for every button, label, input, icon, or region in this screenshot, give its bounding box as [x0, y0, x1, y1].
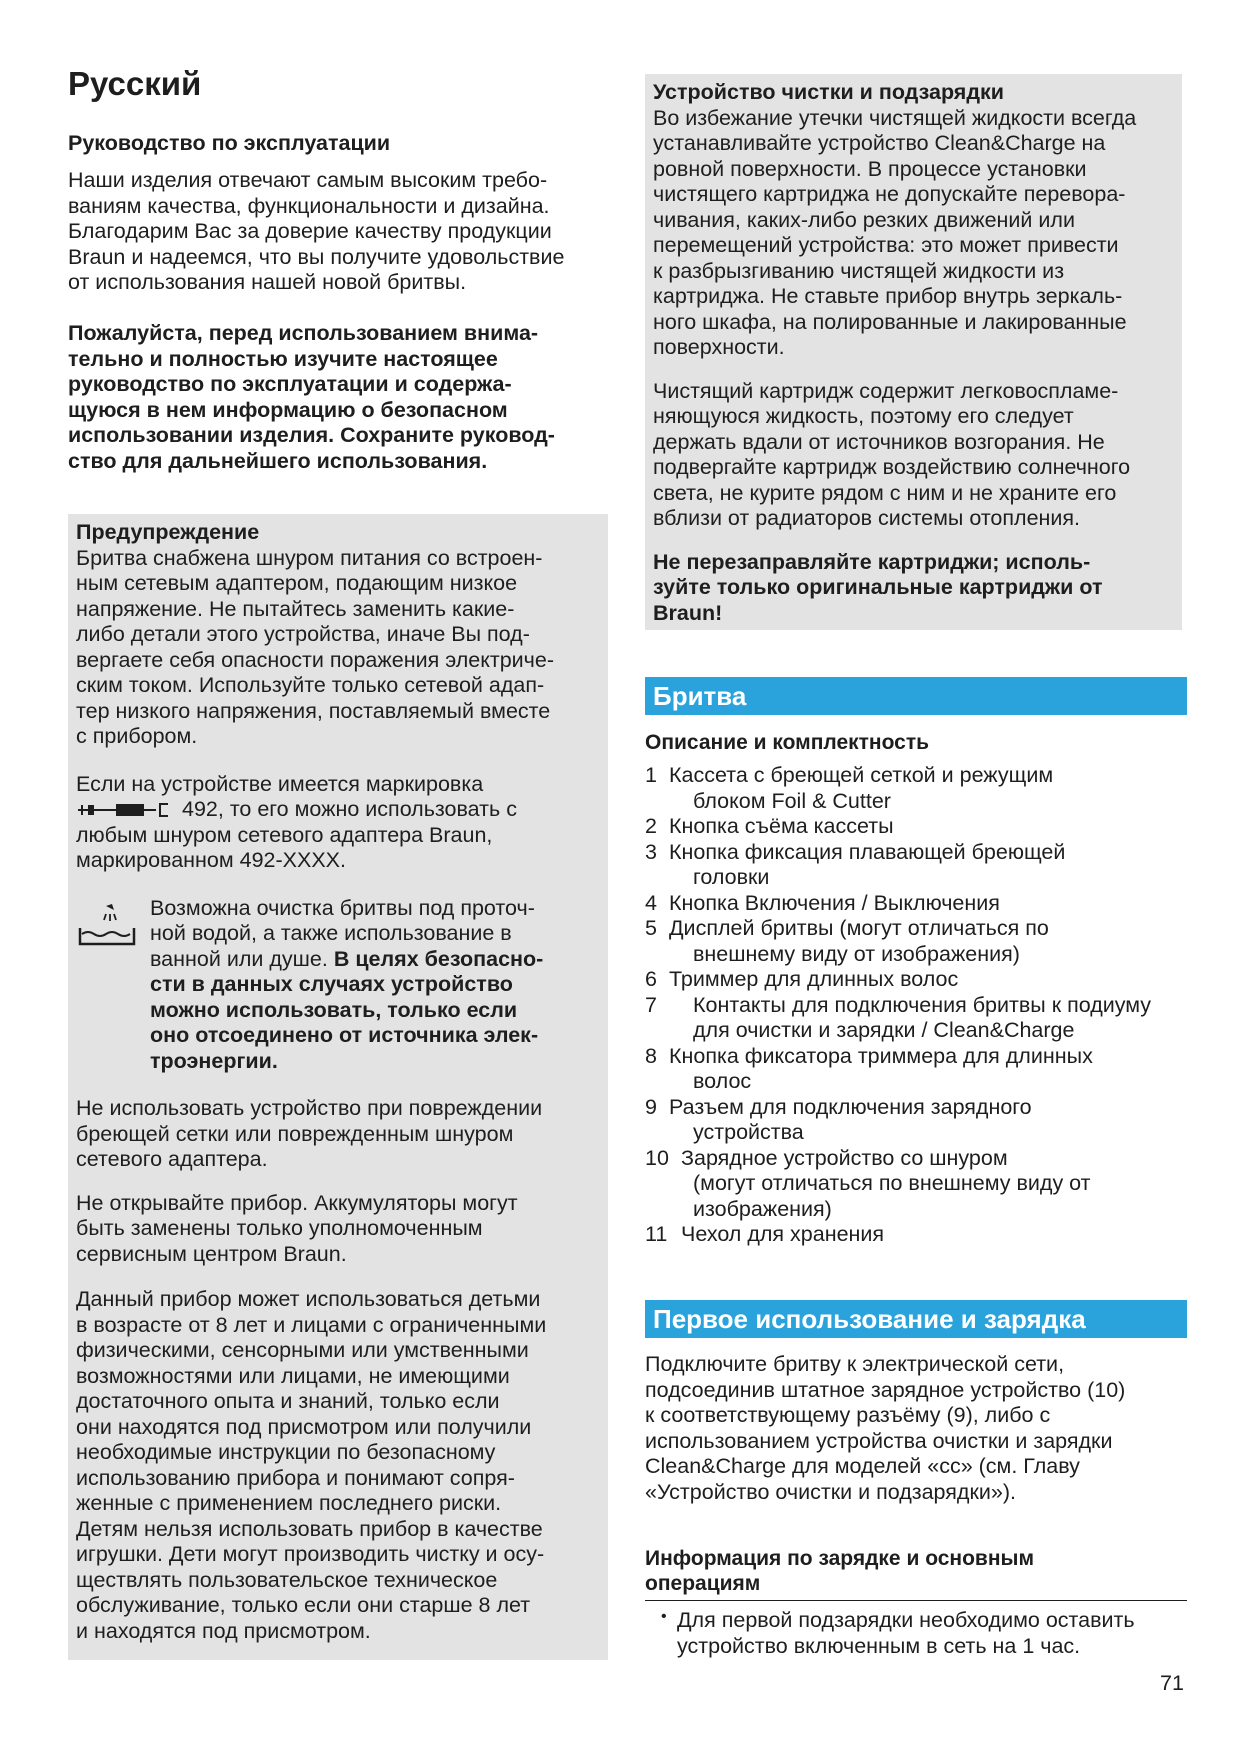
item-number: 11 [645, 1222, 668, 1246]
text-line: «Устройство очистки и подзарядки»). [645, 1479, 1016, 1504]
text-line: Для первой подзарядки необходимо оставить [677, 1608, 1135, 1632]
text-line: чивания, каких-либо резких движений или [653, 207, 1075, 232]
text-line: возможностями или лицами, не имеющими [76, 1363, 510, 1388]
text-line: Данный прибор может использоваться детьми [76, 1287, 541, 1311]
text-line: троэнергии. [150, 1048, 278, 1073]
item-text: Кнопка фиксатора триммера для длинных [669, 1043, 1093, 1068]
text-line: к соответствующему разъёму (9), либо с [645, 1403, 1051, 1427]
list-item [645, 993, 1187, 1044]
item-text: волос [693, 1069, 752, 1093]
item-text: Зарядное устройство со шнуром [681, 1145, 1008, 1170]
warning-paragraph-battery [76, 1191, 600, 1268]
text-line: либо детали этого устройства, иначе Вы под- [76, 622, 530, 646]
item-number: 9 [645, 1094, 657, 1119]
item-text: Чехол для хранения [681, 1222, 885, 1246]
warning-paragraph-damage [76, 1096, 600, 1173]
item-number: 6 [645, 967, 657, 991]
bullet-item [661, 1608, 1181, 1659]
text-line: устанавливайте устройство Clean&Charge на [653, 131, 1106, 155]
text-line: ваниям качества, функциональности и дизайна. [68, 193, 550, 218]
description-heading: Описание и комплектность [645, 731, 930, 754]
heading-line: операциям [645, 1572, 761, 1595]
text-line: тер низкого напряжения, поставляемый вместе [76, 698, 551, 723]
item-text: изображения) [693, 1196, 832, 1221]
text-line [150, 947, 600, 973]
list-item [645, 1146, 1187, 1223]
item-text: Дисплей бритвы (могут отличаться по [669, 916, 1049, 940]
intro-paragraph [68, 168, 608, 296]
text-line: сервисным центром Braun. [76, 1241, 347, 1266]
text-line: света, не курите рядом с ним и не храните его [653, 480, 1117, 505]
warning-box [68, 514, 608, 1660]
text-line: физическими, сенсорными или умственными [76, 1338, 529, 1362]
first-use-paragraph [645, 1352, 1187, 1505]
list-item [645, 967, 1187, 993]
clean-charge-box [645, 74, 1182, 630]
shower-washable-icon [76, 900, 138, 956]
text-line: поверхности. [653, 335, 785, 359]
text-line: использовании изделия. Сохраните руковод- [68, 423, 555, 447]
text-line: ного шкафа, на полированные и лакированные [653, 309, 1127, 334]
text-line: Не открывайте прибор. Аккумуляторы могут [76, 1190, 518, 1215]
text-line: Благодарим Вас за доверие качеству продукции [68, 219, 552, 243]
item-text: головки [693, 865, 770, 889]
item-text: Контакты для подключения бритвы к подиуму [693, 992, 1152, 1017]
clean-charge-paragraph-refill [653, 550, 1174, 627]
item-text: внешнему виду от изображения) [693, 941, 1020, 966]
parts-list [645, 763, 1187, 1248]
text-line: устройство включенным в сеть на 1 час. [677, 1633, 1081, 1658]
item-number: 3 [645, 839, 657, 864]
text-line: Braun! [653, 600, 723, 625]
text-line: тельно и полностью изучите настоящее [68, 346, 498, 371]
text-line [76, 797, 600, 823]
warning-paragraph-marking [76, 772, 600, 874]
text-line: подвергайте картридж воздействию солнечного [653, 455, 1131, 479]
clean-charge-paragraph-placement [653, 106, 1174, 361]
text-line: зуйте только оригинальные картриджи от [653, 575, 1103, 599]
marking-text: 492, то его можно использовать с [182, 797, 517, 821]
text-line: перемещений устройства: это может привести [653, 233, 1119, 257]
text-line: ровной поверхности. В процессе установки [653, 156, 1087, 181]
item-number: 4 [645, 890, 657, 915]
text-line: сетевого адаптера. [76, 1147, 268, 1171]
text-line: достаточного опыта и знаний, только если [76, 1389, 500, 1413]
list-item [645, 891, 1187, 917]
water-notice-text [150, 896, 600, 1075]
text-line: Clean&Charge для моделей «сс» (см. Главу [645, 1454, 1080, 1478]
text-line: в возрасте от 8 лет и лицами с ограниченными [76, 1312, 547, 1337]
text-line: руководство по эксплуатации и содержа- [68, 372, 512, 396]
clean-charge-paragraph-flammable [653, 379, 1174, 532]
text-line: картриджа. Не ставьте прибор внутрь зеркаль- [653, 284, 1123, 308]
text-line: ским током. Используйте только сетевой адап- [76, 673, 545, 697]
item-number: 1 [645, 763, 657, 787]
text-line: ство для дальнейшего использования. [68, 448, 488, 473]
text-line: бреющей сетки или поврежденным шнуром [76, 1121, 514, 1146]
text-line: игрушки. Дети могут производить чистку и осу- [76, 1542, 545, 1566]
item-text: Кнопка съёма кассеты [669, 814, 894, 838]
charging-info-heading [645, 1546, 1187, 1601]
item-number: 5 [645, 916, 657, 940]
item-number: 7 [645, 992, 657, 1017]
item-text: (могут отличаться по внешнему виду от [693, 1171, 1091, 1195]
text-line: быть заменены только уполномоченным [76, 1216, 483, 1240]
text-line: ным сетевым адаптером, подающим низкое [76, 571, 518, 595]
text-line: ществлять пользовательское техническое [76, 1567, 498, 1592]
list-item [645, 1095, 1187, 1146]
warning-title: Предупреждение [76, 520, 260, 544]
list-item [645, 916, 1187, 967]
text-line: можно использовать, только если [150, 997, 518, 1022]
text-line: сти в данных случаях устройство [150, 972, 513, 996]
text-line: вблизи от радиаторов системы отопления. [653, 506, 1081, 530]
item-text: Кассета с бреющей сеткой и режущим [669, 763, 1054, 787]
item-text: Разъем для подключения зарядного [669, 1094, 1032, 1119]
manual-heading: Руководство по эксплуатации [68, 131, 391, 155]
text-line: к разбрызгиванию чистящей жидкости из [653, 258, 1065, 283]
text-line: любым шнуром сетевого адаптера Braun, [76, 822, 493, 847]
text-line: подсоединив штатное зарядное устройство (10) [645, 1377, 1126, 1402]
text-line: и находятся под присмотром. [76, 1618, 371, 1643]
language-title: Русский [68, 65, 202, 102]
text-segment: ванной или душе. [150, 946, 328, 971]
text-line: Не использовать устройство при повреждении [76, 1096, 543, 1120]
section-header-shaver: Бритва [645, 677, 1187, 715]
list-item [645, 763, 1187, 814]
warning-paragraph-children [76, 1287, 600, 1644]
text-line: женные с применением последнего риски. [76, 1491, 502, 1515]
text-line: использованием устройства очистки и зарядки [645, 1428, 1113, 1453]
text-line: использованию прибора и понимают сопря- [76, 1465, 515, 1490]
item-text: Триммер для длинных волос [669, 967, 959, 991]
water-notice [76, 896, 600, 1075]
text-line: маркированном 492-XXXX. [76, 848, 346, 872]
text-line: напряжение. Не пытайтесь заменить какие- [76, 596, 515, 621]
text-line: Во избежание утечки чистящей жидкости всегда [653, 105, 1137, 130]
bullet-text [677, 1608, 1135, 1659]
text-line: Подключите бритву к электрической сети, [645, 1352, 1065, 1376]
bullet-dot: • [661, 1608, 667, 1625]
item-number: 2 [645, 814, 657, 838]
text-line: Если на устройстве имеется маркировка [76, 771, 484, 796]
item-text: Кнопка фиксация плавающей бреющей [669, 839, 1066, 864]
text-line: с прибором. [76, 724, 198, 748]
text-line: щуюся в нем информацию о безопасном [68, 397, 508, 422]
text-line: Не перезаправляйте картриджи; исполь- [653, 549, 1091, 574]
text-line: Braun и надеемся, что вы получите удовольствие [68, 244, 565, 269]
item-text: устройства [693, 1120, 804, 1144]
text-line: обслуживание, только если они старше 8 лет [76, 1593, 531, 1617]
text-line: оно отсоединено от источника элек- [150, 1023, 539, 1047]
list-item [645, 1222, 1187, 1248]
text-line: держать вдали от источников возгорания. Не [653, 429, 1105, 454]
text-line: ной водой, а также использование в [150, 921, 512, 945]
text-line: чистящего картриджа не допускайте перевора- [653, 182, 1126, 206]
item-text: блоком Foil & Cutter [693, 788, 891, 813]
section-header-first-use: Первое использование и зарядка [645, 1300, 1187, 1338]
text-line: Наши изделия отвечают самым высоким требо- [68, 168, 548, 192]
text-line: Детям нельзя использовать прибор в качестве [76, 1516, 543, 1541]
warning-paragraph-power [76, 546, 600, 750]
item-number: 10 [645, 1145, 669, 1170]
list-item [645, 840, 1187, 891]
power-adapter-icon [76, 801, 176, 819]
text-line: Возможна очистка бритвы под проточ- [150, 895, 535, 920]
clean-charge-title: Устройство чистки и подзарядки [653, 80, 1004, 104]
item-text: Кнопка Включения / Выключения [669, 890, 1000, 915]
read-notice [68, 321, 608, 474]
text-line: няющуюся жидкость, поэтому его следует [653, 404, 1074, 428]
item-number: 8 [645, 1043, 657, 1068]
list-item [645, 1044, 1187, 1095]
text-line: Чистящий картридж содержит легковоспламе- [653, 378, 1119, 403]
text-line: вергаете себя опасности поражения электриче- [76, 647, 554, 672]
text-line: необходимые инструкции по безопасному [76, 1440, 496, 1464]
list-item [645, 814, 1187, 840]
heading-line: Информация по зарядке и основным [645, 1547, 1034, 1570]
text-segment: В целях безопасно- [333, 946, 544, 971]
page-number: 71 [1160, 1671, 1184, 1695]
text-line: от использования нашей новой бритвы. [68, 270, 467, 294]
text-line: Бритва снабжена шнуром питания со встроен- [76, 545, 543, 570]
text-line: они находятся под присмотром или получили [76, 1414, 532, 1439]
text-line: Пожалуйста, перед использованием внима- [68, 321, 539, 345]
item-text: для очистки и зарядки / Clean&Charge [693, 1018, 1075, 1042]
